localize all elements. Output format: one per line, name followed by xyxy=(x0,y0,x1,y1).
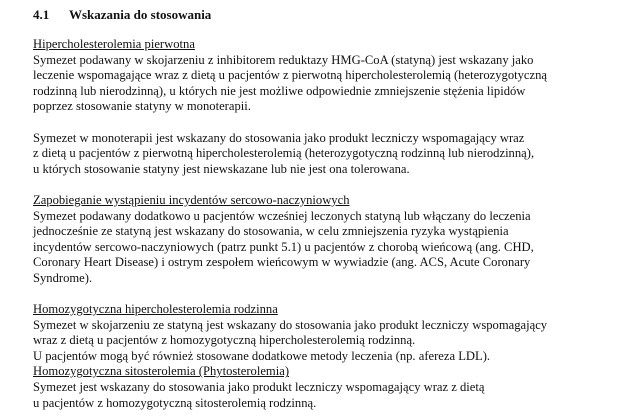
section-title: Wskazania do stosowania xyxy=(69,7,212,22)
subsection-title: Hipercholesterolemia pierwotna xyxy=(33,37,195,51)
text-line: Coronary Heart Disease) i ostrym zespołem wieńcowym w wywiadzie (ang. ACS, Acute Coronary xyxy=(33,255,531,270)
text-line: Symezet w skojarzeniu ze statyną jest wskazany do stosowania jako produkt leczniczy wspomagający xyxy=(33,317,548,332)
paragraph xyxy=(33,380,626,411)
text-line: leczenie wspomagające wraz z dietą u pacjentów z pierwotną hipercholesterolemią (heterozygotyczną xyxy=(33,68,547,83)
section-homozygous-familial-hypercholesterolemia xyxy=(33,302,626,364)
section-primary-hypercholesterolemia xyxy=(33,37,626,177)
text-line: U pacjentów mogą być również stosowane dodatkowe metody leczenia (np. afereza LDL). xyxy=(33,348,491,363)
section-spacer xyxy=(33,177,626,193)
text-line: poprzez stosowanie statyny w monoterapii. xyxy=(33,99,251,114)
subsection-title: Homozygotyczna hipercholesterolemia rodzinna xyxy=(33,302,278,317)
paragraph xyxy=(33,318,626,365)
section-homozygous-sitosterolemia xyxy=(33,364,626,411)
paragraph xyxy=(33,209,626,287)
text-line: Symezet jest wskazany do stosowania jako produkt leczniczy wspomagający wraz z dietą xyxy=(33,380,485,395)
text-line: incydentów sercowo-naczyniowych (patrz punkt 5.1) u pacjentów z chorobą wieńcową (ang. CHD, xyxy=(33,239,534,254)
section-cardiovascular-prevention xyxy=(33,193,626,287)
text-line: Symezet w monoterapii jest wskazany do stosowania jako produkt leczniczy wspomagający wraz xyxy=(33,130,525,145)
paragraph-spacer xyxy=(33,115,626,131)
text-line: z dietą u pacjentów z pierwotną hipercholesterolemią (heterozygotyczną rodzinną lub nierodzinną), xyxy=(33,146,535,161)
section-heading xyxy=(33,7,626,23)
text-line: jednocześnie ze statyną jest wskazany do stosowania, w celu zmniejszenia ryzyka wystąpienia xyxy=(33,224,509,239)
paragraph xyxy=(33,53,626,115)
paragraph xyxy=(33,131,626,178)
subsection-title: Zapobieganie wystąpieniu incydentów sercowo-naczyniowych xyxy=(33,192,350,207)
text-line: Symezet podawany dodatkowo u pacjentów wcześniej leczonych statyną lub włączany do leczenia xyxy=(33,208,531,223)
text-line: rodzinną lub nierodzinną), u których nie jest możliwe odpowiednie zmniejszenie stężenia lipidów xyxy=(33,83,526,98)
text-line: Syndrome). xyxy=(33,270,93,285)
text-line: u pacjentów z homozygotyczną sitosterolemią rodzinną. xyxy=(33,395,317,410)
text-line: wraz z dietą u pacjentów z homozygotyczną hipercholesterolemią rodzinną. xyxy=(33,333,416,348)
text-line: u których stosowanie statyny jest niewskazane lub nie jest ona tolerowana. xyxy=(33,161,410,176)
section-number: 4.1 xyxy=(33,7,50,22)
subsection-title: Homozygotyczna sitosterolemia (Phytosterolemia) xyxy=(33,364,290,379)
section-spacer xyxy=(33,287,626,303)
text-line: Symezet podawany w skojarzeniu z inhibitorem reduktazy HMG-CoA (statyną) jest wskazany jako xyxy=(33,52,534,67)
